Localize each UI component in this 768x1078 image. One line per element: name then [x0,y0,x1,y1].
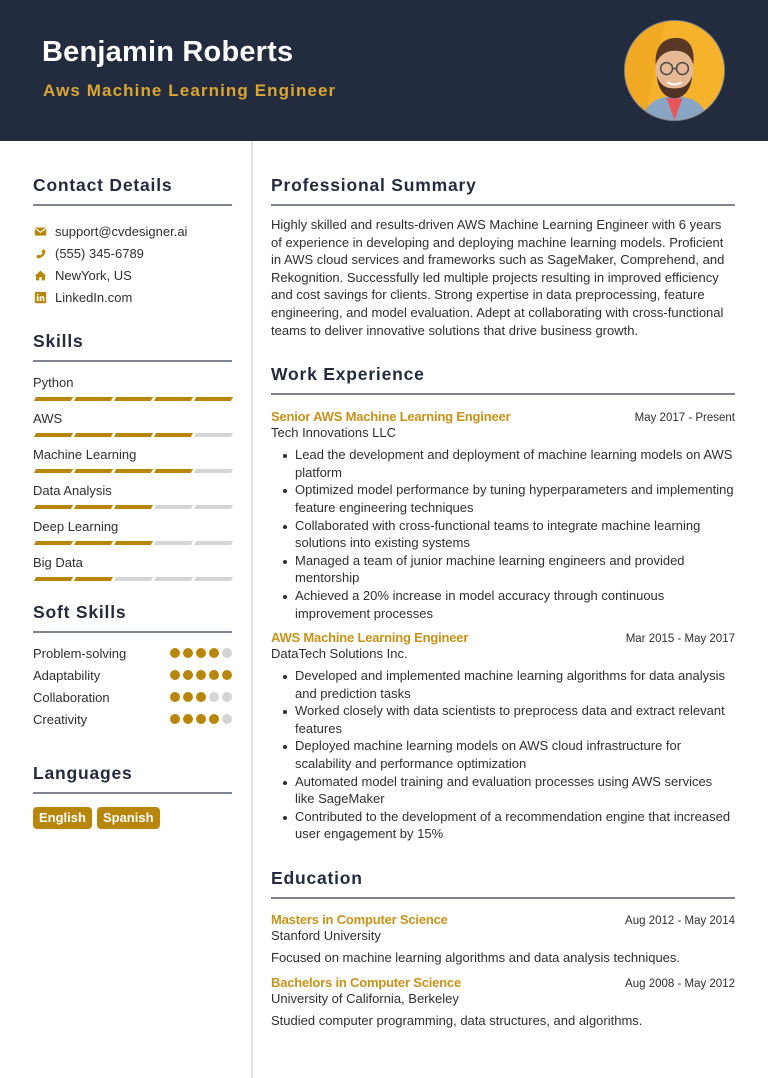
job-dates: May 2017 - Present [634,412,735,425]
education-description: Studied computer programming, data structures, and algorithms. [271,1013,643,1029]
job-bullet: Managed a team of junior machine learning engineers and provided mentorship [271,552,735,587]
rating-dot-filled [196,670,206,680]
rating-dot-filled [209,714,219,724]
skill-level-bars [33,469,232,473]
school-name: University of California, Berkeley [271,991,459,1007]
experience-section [271,362,735,843]
education-description: Focused on machine learning algorithms and data analysis techniques. [271,950,681,966]
level-segment-filled [34,433,73,437]
summary-text: Highly skilled and results-driven AWS Machine Learning Engineer with 6 years of experience in developing and deploying machine learning models. Proficient in AWS cloud services and frameworks such as SageMaker, Comprehend, and Rekognition. Successfully led multiple projects resulting in improved efficiency and cost savings for clients. Strong expertise in data preprocessing, feature engineering, and model evaluation. Adept at collaborating with cross-functional teams to deliver innovative solutions that drive business growth. [271,217,725,338]
level-segment-filled [114,541,153,545]
section-rule [33,360,232,362]
school-name: Stanford University [271,928,381,944]
job-company: Tech Innovations LLC [271,425,397,441]
skill-level-bars [33,541,232,545]
section-title: Soft Skills [33,602,127,622]
level-segment-empty [154,541,193,545]
rating-dot-filled [183,714,193,724]
section-title: Professional Summary [271,175,477,195]
rating-dot-filled [170,670,180,680]
job-bullet: Deployed machine learning models on AWS cloud infrastructure for scalability and performance optimization [271,737,735,772]
linkedin-icon [33,290,47,304]
contact-email[interactable] [33,220,232,242]
job-header [271,409,735,424]
section-title: Skills [33,331,84,351]
contact-list [33,220,232,308]
education-header [271,975,735,990]
degree-title: Bachelors in Computer Science [271,975,461,991]
job-title: AWS Machine Learning Engineer [271,630,469,646]
soft-skill-item [33,642,232,664]
skill-name: Data Analysis [33,483,112,498]
level-segment-filled [114,397,153,401]
level-segment-filled [154,469,193,473]
skill-level-bars [33,397,232,401]
main-content [271,141,735,1028]
level-segment-filled [74,541,113,545]
education-entry [271,975,735,1028]
rating-dot-filled [183,692,193,702]
soft-skills-list [33,642,232,730]
skill-name: Python [33,375,74,390]
language-tags [33,807,232,829]
sidebar [33,141,232,829]
rating-dot-filled [209,648,219,658]
level-segment-filled [114,469,153,473]
level-segment-filled [74,505,113,509]
contact-section [33,173,232,308]
level-segment-filled [74,433,113,437]
job-bullets [271,446,735,622]
home-icon [33,268,47,282]
rating-dot-filled [196,648,206,658]
contact-email-text: support@cvdesigner.ai [55,223,188,239]
job-bullet: Optimized model performance by tuning hyperparameters and implementing feature engineering techniques [271,481,735,516]
section-title: Work Experience [271,364,425,385]
level-segment-empty [154,577,193,581]
skill-item [33,411,232,437]
summary-section [271,173,735,339]
job-bullet: Automated model training and evaluation processes using AWS services like SageMaker [271,773,735,808]
level-segment-empty [194,577,233,581]
rating-dot-filled [196,692,206,702]
level-segment-filled [34,541,73,545]
education-dates: Aug 2012 - May 2014 [625,915,735,928]
soft-skill-rating [170,648,232,658]
skills-section [33,329,232,581]
job-header [271,630,735,645]
section-title: Education [271,868,363,889]
language-tag: English [33,807,92,829]
soft-skill-rating [170,670,232,680]
level-segment-filled [34,505,73,509]
skill-level-bars [33,577,232,581]
job-bullet: Developed and implemented machine learning algorithms for data analysis and prediction tasks [271,667,735,702]
education-dates: Aug 2008 - May 2012 [625,978,735,991]
rating-dot-filled [196,714,206,724]
person-photo-icon [625,21,724,120]
profile-photo [624,20,725,121]
skill-item [33,519,232,545]
skill-level-bars [33,505,232,509]
rating-dot-filled [209,670,219,680]
skill-item [33,375,232,401]
level-segment-empty [114,577,153,581]
rating-dot-filled [170,692,180,702]
candidate-name: Benjamin Roberts [42,36,294,68]
languages-section [33,761,232,829]
language-tag: Spanish [97,807,160,829]
contact-location [33,264,232,286]
level-segment-empty [194,433,233,437]
soft-skill-name: Creativity [33,711,88,727]
job-title: Senior AWS Machine Learning Engineer [271,409,511,425]
level-segment-empty [154,505,193,509]
soft-skill-rating [170,692,232,702]
soft-skill-rating [170,714,232,724]
rating-dot-empty [222,714,232,724]
job-bullet: Contributed to the development of a recommendation engine that increased user engagement by 15% [271,808,735,843]
contact-phone[interactable] [33,242,232,264]
skill-name: Big Data [33,555,83,570]
contact-phone-text: (555) 345-6789 [55,245,144,261]
section-rule [33,631,232,633]
level-segment-filled [74,469,113,473]
column-divider [251,141,253,1078]
rating-dot-filled [183,648,193,658]
level-segment-empty [194,541,233,545]
job-bullets [271,667,735,843]
education-header [271,912,735,927]
rating-dot-empty [222,692,232,702]
job-bullet: Achieved a 20% increase in model accuracy through continuous improvement processes [271,587,735,622]
section-title: Contact Details [33,175,173,195]
skill-level-bars [33,433,232,437]
skills-list [33,375,232,581]
section-rule [33,204,232,206]
section-rule [271,204,735,206]
section-rule [33,792,232,794]
level-segment-filled [194,397,233,401]
job-entry [271,409,735,622]
skill-item [33,483,232,509]
level-segment-empty [194,505,233,509]
contact-location-text: NewYork, US [55,267,132,283]
level-segment-filled [74,577,113,581]
rating-dot-filled [170,648,180,658]
skill-name: Deep Learning [33,519,119,534]
section-rule [271,897,735,899]
envelope-icon [33,224,47,238]
contact-linkedin[interactable] [33,286,232,308]
skill-item [33,447,232,473]
skill-name: AWS [33,411,63,426]
soft-skill-name: Collaboration [33,689,110,705]
soft-skill-name: Adaptability [33,667,101,683]
contact-linkedin-text: LinkedIn.com [55,289,133,305]
soft-skill-item [33,664,232,686]
soft-skill-item [33,686,232,708]
level-segment-filled [154,397,193,401]
rating-dot-empty [209,692,219,702]
skill-name: Machine Learning [33,447,137,462]
phone-icon [33,246,47,260]
section-rule [271,393,735,395]
level-segment-filled [34,469,73,473]
soft-skills-section [33,600,232,730]
rating-dot-filled [222,670,232,680]
level-segment-filled [34,577,73,581]
level-segment-filled [74,397,113,401]
rating-dot-filled [183,670,193,680]
rating-dot-empty [222,648,232,658]
candidate-title: Aws Machine Learning Engineer [43,81,337,100]
job-bullet: Collaborated with cross-functional teams to integrate machine learning solutions into existing systems [271,517,735,552]
degree-title: Masters in Computer Science [271,912,448,928]
job-company: DataTech Solutions Inc. [271,646,408,662]
skill-item [33,555,232,581]
education-section [271,866,735,1028]
level-segment-filled [114,433,153,437]
level-segment-empty [194,469,233,473]
education-entry [271,912,735,965]
rating-dot-filled [170,714,180,724]
section-title: Languages [33,763,133,783]
soft-skill-name: Problem-solving [33,645,127,661]
job-dates: Mar 2015 - May 2017 [625,633,735,646]
level-segment-filled [34,397,73,401]
job-bullet: Lead the development and deployment of machine learning models on AWS platform [271,446,735,481]
resume-header [0,0,768,141]
soft-skill-item [33,708,232,730]
job-bullet: Worked closely with data scientists to preprocess data and extract relevant features [271,702,735,737]
level-segment-filled [114,505,153,509]
level-segment-filled [154,433,193,437]
job-entry [271,630,735,843]
